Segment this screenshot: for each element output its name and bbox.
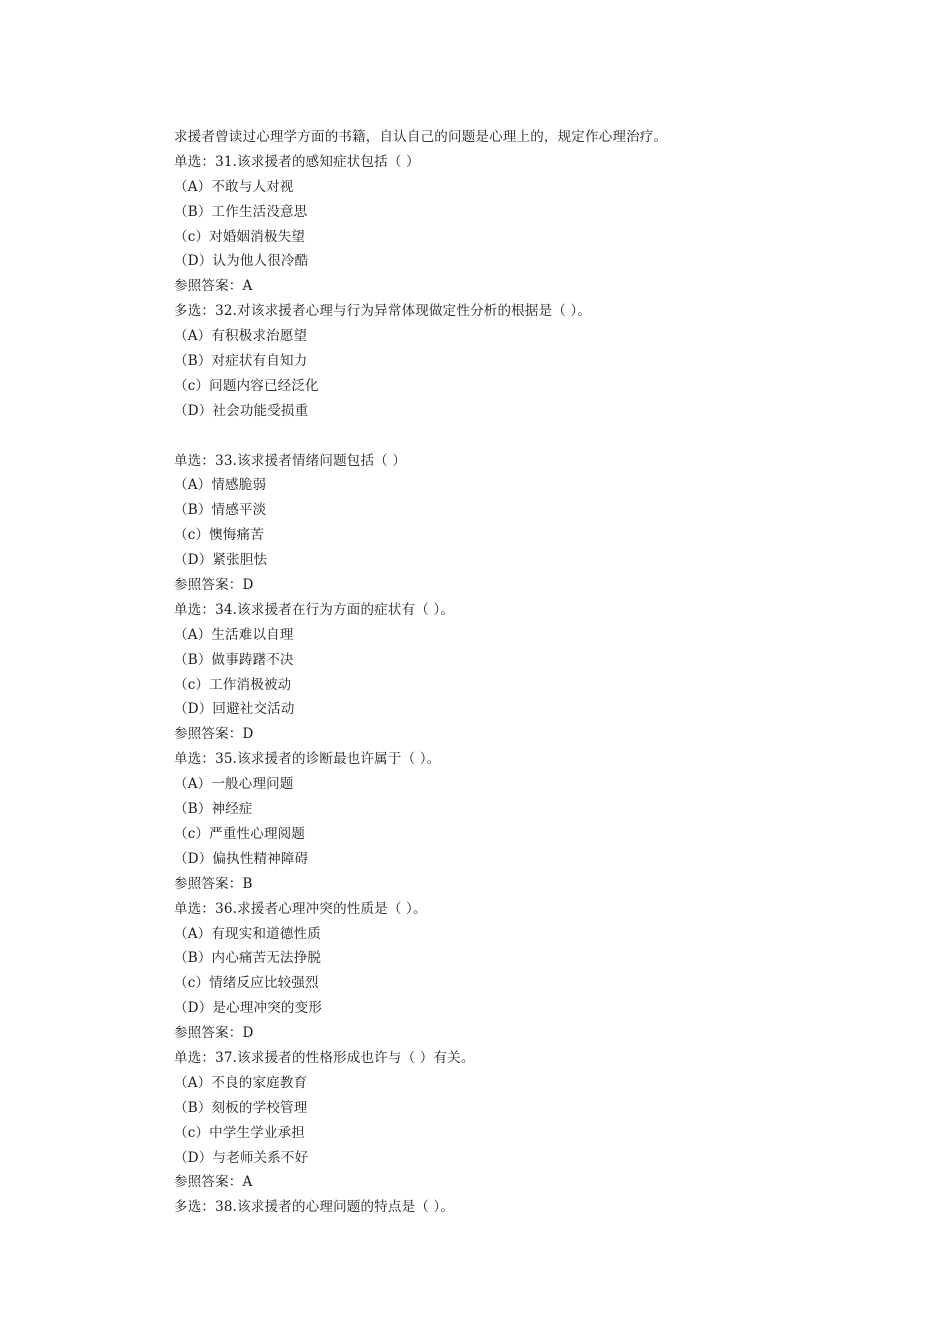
option-c: （c）工作消极被动 [174,676,292,693]
option-a: （A）生活难以自理 [174,626,294,643]
document-body [174,125,814,1220]
reference-answer: 参照答案：A [174,278,253,295]
case-intro: 求援者曾读过心理学方面的书籍，自认自己的问题是心理上的，规定作心理治疗。 [174,129,668,145]
blank-line [174,424,814,449]
option-a: （A）不良的家庭教育 [174,1074,308,1091]
option-c: （c）情绪反应比较强烈 [174,975,319,992]
option-c: （c）懊悔痛苦 [174,527,264,544]
option-b: （B）刻板的学校管理 [174,1099,308,1116]
option-c: （c）中学生学业承担 [174,1124,306,1141]
question-stem: 单选：36.求援者心理冲突的性质是（ ）。 [174,900,427,917]
option-d: （D）紧张胆怯 [174,552,268,569]
option-b: （B）情感平淡 [174,502,267,519]
option-a: （A）不敢与人对视 [174,178,294,195]
option-b: （B）神经症 [174,801,253,818]
question-stem: 单选：33.该求援者情绪问题包括（ ） [174,452,407,469]
reference-answer: 参照答案：A [174,1174,253,1191]
reference-answer: 参照答案：D [174,726,254,743]
option-d: （D）是心理冲突的变形 [174,1000,323,1017]
option-a: （A）一般心理问题 [174,776,294,793]
option-d: （D）与老师关系不好 [174,1149,309,1166]
reference-answer: 参照答案：D [174,1025,254,1042]
question-stem: 单选：37.该求援者的性格形成也许与（ ）有关。 [174,1049,475,1066]
option-b: （B）工作生活没意思 [174,203,308,220]
option-a: （A）有现实和道德性质 [174,925,321,942]
option-c: （c）问题内容已经泛化 [174,377,319,394]
option-d: （D）认为他人很冷酷 [174,253,309,270]
option-d: （D）偏执性精神障碍 [174,850,309,867]
option-d: （D）回避社交活动 [174,701,295,718]
reference-answer: 参照答案：D [174,577,254,594]
option-c: （c）对婚姻消极失望 [174,228,306,245]
option-b: （B）做事踌躇不决 [174,651,294,668]
question-stem: 多选：32.对该求援者心理与行为异常体现做定性分析的根据是（ ）。 [174,303,592,320]
question-stem: 单选：31.该求援者的感知症状包括（ ） [174,153,420,170]
option-b: （B）对症状有自知力 [174,353,308,370]
question-stem: 多选：38.该求援者的心理问题的特点是（ ）。 [174,1199,455,1216]
option-d: （D）社会功能受损重 [174,402,309,419]
question-stem: 单选：34.该求援者在行为方面的症状有（ ）。 [174,601,455,618]
reference-answer: 参照答案：B [174,875,253,892]
option-a: （A）情感脆弱 [174,477,267,494]
option-c: （c）严重性心理阅题 [174,825,306,842]
option-a: （A）有积极求治愿望 [174,328,308,345]
question-stem: 单选：35.该求援者的诊断最也许属于（ ）。 [174,751,441,768]
option-b: （B）内心痛苦无法挣脱 [174,950,322,967]
